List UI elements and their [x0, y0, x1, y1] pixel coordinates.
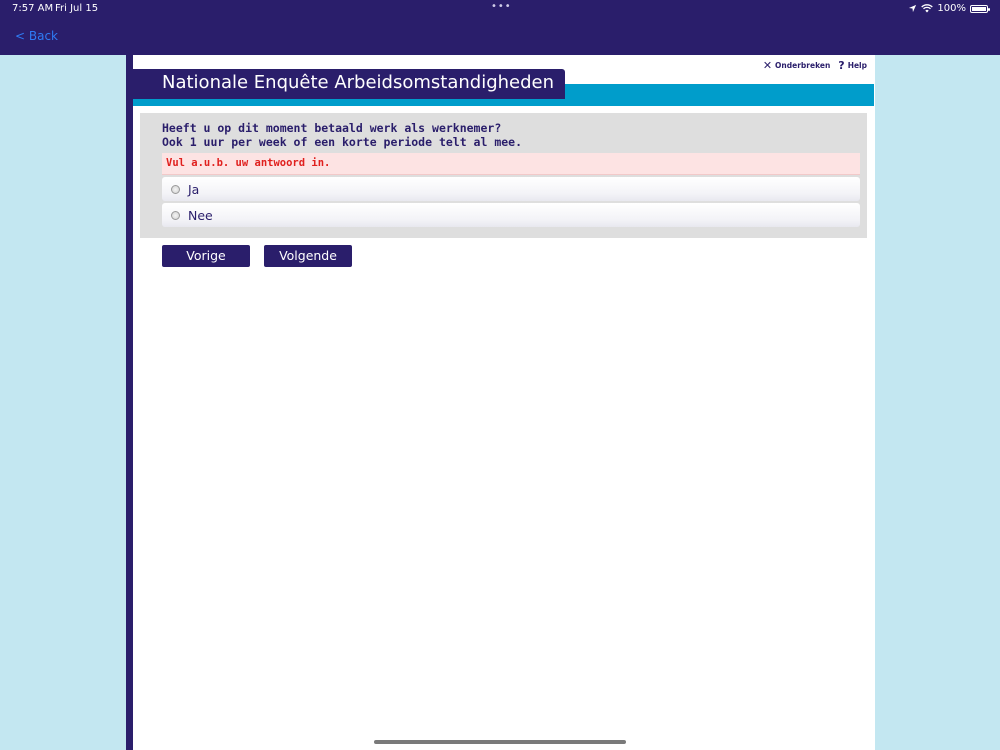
option-nee[interactable]: [162, 203, 860, 227]
page-title: Nationale Enquête Arbeidsomstandigheden: [133, 69, 565, 99]
top-links: [763, 59, 867, 72]
status-date: Fri Jul 15: [55, 3, 99, 14]
question-line-1: Heeft u op dit moment betaald werk als werknemer?: [162, 121, 502, 135]
wifi-icon: [921, 4, 933, 13]
ios-top-bar: [0, 0, 1000, 55]
radio-nee[interactable]: [171, 211, 180, 220]
help-icon: ?: [838, 59, 845, 72]
location-icon: [908, 4, 917, 13]
status-time: 7:57 AM: [12, 3, 54, 14]
interrupt-label: Onderbreken: [775, 61, 831, 70]
interrupt-link[interactable]: [763, 59, 830, 72]
help-link[interactable]: [838, 59, 867, 72]
question-text: [162, 121, 522, 149]
question-line-2: Ook 1 uur per week of een korte periode telt al mee.: [162, 135, 523, 149]
next-button[interactable]: Volgende: [264, 245, 352, 267]
option-label: Ja: [188, 181, 200, 197]
previous-button[interactable]: Vorige: [162, 245, 250, 267]
close-icon: ✕: [762, 59, 773, 72]
survey-page: [133, 55, 875, 750]
battery-icon: [970, 5, 988, 13]
validation-error: Vul a.u.b. uw antwoord in.: [162, 153, 860, 175]
status-right: [908, 3, 988, 14]
option-label: Nee: [188, 207, 213, 223]
home-indicator[interactable]: [374, 740, 626, 744]
question-panel: [140, 113, 867, 238]
back-button[interactable]: < Back: [15, 29, 59, 43]
page-left-stripe: [126, 55, 133, 750]
help-label: Help: [847, 61, 867, 70]
multitasking-dots[interactable]: •••: [491, 1, 512, 12]
radio-ja[interactable]: [171, 185, 180, 194]
option-ja[interactable]: [162, 177, 860, 201]
battery-percent: 100%: [937, 3, 966, 14]
